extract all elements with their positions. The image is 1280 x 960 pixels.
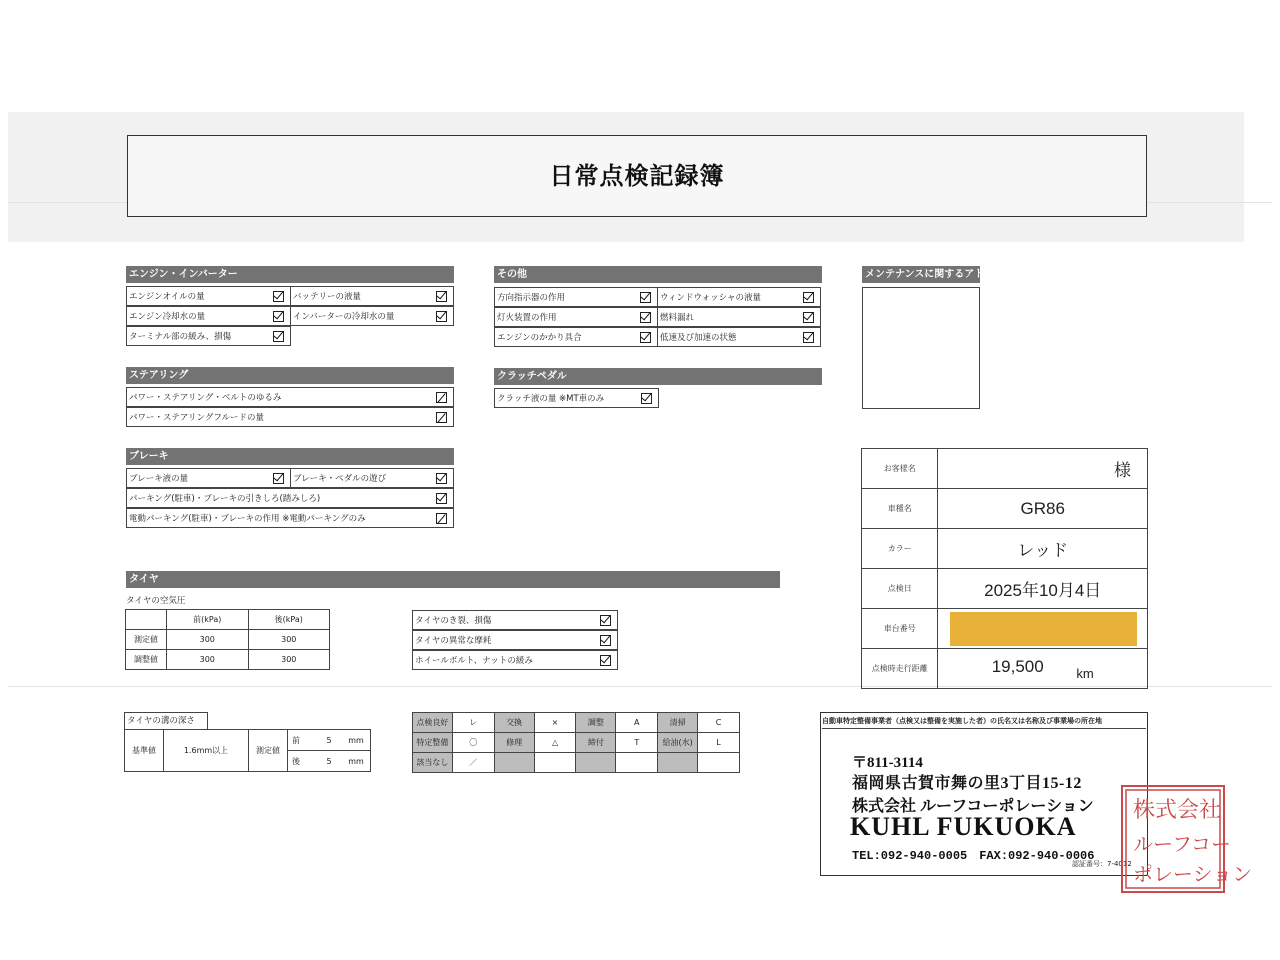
tread-depth-label: タイヤの溝の深さ bbox=[124, 712, 208, 729]
item-label: 燃料漏れ bbox=[660, 313, 695, 323]
row-header: 調整値 bbox=[126, 650, 167, 670]
item-label: ブレーキ・ペダルの遊び bbox=[293, 474, 387, 484]
check-item bbox=[126, 468, 291, 488]
item-label: ターミナル部の緩み、損傷 bbox=[129, 332, 232, 342]
legend-symbol: T bbox=[616, 733, 658, 753]
legend-key: 給油(水) bbox=[658, 733, 698, 753]
brake-section bbox=[126, 448, 454, 465]
legend-symbol: × bbox=[534, 713, 576, 733]
section-header: タイヤ bbox=[126, 571, 780, 588]
info-label: 点検日 bbox=[862, 569, 938, 609]
checkbox[interactable] bbox=[803, 312, 814, 323]
check-item bbox=[494, 287, 658, 307]
corner-cell bbox=[126, 610, 167, 630]
check-item bbox=[126, 286, 291, 306]
checklist-row bbox=[412, 650, 617, 669]
item-label: インバーターの冷却水の量 bbox=[293, 312, 395, 322]
item-label: ホイールボルト、ナットの緩み bbox=[415, 656, 533, 666]
checklist-row bbox=[126, 488, 453, 507]
legend-key: 該当なし bbox=[413, 753, 453, 773]
legend-key: 特定整備 bbox=[413, 733, 453, 753]
checkbox[interactable] bbox=[273, 291, 284, 302]
checkbox[interactable] bbox=[273, 331, 284, 342]
tire-pressure-label: タイヤの空気圧 bbox=[126, 596, 186, 606]
info-label: カラー bbox=[862, 529, 938, 569]
seal-icon bbox=[1123, 787, 1253, 891]
legend-empty bbox=[534, 753, 576, 773]
business-heading: 自動車特定整備事業者（点検又は整備を実施した者）の氏名又は名称及び事業場の所在地 bbox=[822, 717, 1102, 725]
item-label: パーキング(駐車)・ブレーキの引きしろ(踏みしろ) bbox=[129, 494, 321, 504]
info-label: お客様名 bbox=[862, 449, 938, 489]
company-name: 株式会社 ルーフコーポレーション bbox=[852, 798, 1094, 815]
item-label: エンジンオイルの量 bbox=[129, 292, 205, 302]
checkbox[interactable] bbox=[436, 291, 447, 302]
section-header: ブレーキ bbox=[126, 448, 454, 465]
advice-textarea[interactable] bbox=[862, 287, 980, 409]
redaction-block bbox=[950, 612, 1137, 646]
checkbox[interactable] bbox=[273, 311, 284, 322]
legend-empty bbox=[698, 753, 740, 773]
postal-code: 〒811-3114 bbox=[852, 755, 923, 771]
checkbox[interactable] bbox=[641, 393, 652, 404]
steering-section bbox=[126, 367, 454, 384]
brand-name: KUHL FUKUOKA bbox=[850, 812, 1077, 841]
cell-value: 1.6mm以上 bbox=[164, 730, 249, 772]
checklist-row bbox=[126, 387, 453, 406]
cell-value: 300 bbox=[167, 630, 249, 650]
checklist-row bbox=[126, 508, 453, 527]
legend-symbol: C bbox=[698, 713, 740, 733]
checklist-row bbox=[126, 326, 290, 345]
legend-key: 締付 bbox=[576, 733, 616, 753]
svg-text:ポレーション: ポレーション bbox=[1133, 862, 1253, 886]
chassis-number-field[interactable] bbox=[938, 609, 1148, 649]
svg-text:株式会社: 株式会社 bbox=[1133, 798, 1222, 823]
checklist-row bbox=[494, 307, 820, 326]
checkbox[interactable] bbox=[803, 332, 814, 343]
color-field[interactable]: レッド bbox=[938, 529, 1148, 569]
check-item bbox=[412, 650, 618, 670]
check-item bbox=[290, 306, 454, 326]
legend-key: 清掃 bbox=[658, 713, 698, 733]
vehicle-info-table bbox=[861, 448, 1148, 689]
legend-empty bbox=[658, 753, 698, 773]
item-label: 方向指示器の作用 bbox=[497, 293, 566, 303]
tire-section bbox=[126, 571, 780, 588]
legend-table bbox=[412, 712, 740, 773]
checklist-row bbox=[412, 630, 617, 649]
item-label: 低速及び加速の状態 bbox=[660, 333, 737, 343]
checklist-row bbox=[126, 286, 453, 305]
item-label: エンジンのかかり具合 bbox=[497, 333, 582, 343]
checkbox[interactable] bbox=[640, 312, 651, 323]
item-label: 電動パーキング(駐車)・ブレーキの作用 ※電動パーキングのみ bbox=[129, 514, 366, 524]
legend-key: 調整 bbox=[576, 713, 616, 733]
checklist-row bbox=[126, 306, 453, 325]
cell-value: 300 bbox=[248, 630, 330, 650]
checkbox[interactable] bbox=[436, 473, 447, 484]
tire-pressure-table bbox=[125, 609, 330, 670]
legend-key: 交換 bbox=[494, 713, 534, 733]
checkbox[interactable] bbox=[273, 473, 284, 484]
info-label: 点検時走行距離 bbox=[862, 649, 938, 689]
checkbox[interactable] bbox=[600, 615, 611, 626]
item-label: パワー・ステアリング・ベルトのゆるみ bbox=[129, 393, 282, 403]
legend-empty bbox=[616, 753, 658, 773]
checkbox[interactable] bbox=[640, 332, 651, 343]
engine-section bbox=[126, 266, 454, 283]
check-item bbox=[657, 327, 821, 347]
customer-name-field[interactable]: 様 bbox=[938, 449, 1148, 489]
divider bbox=[822, 728, 1146, 729]
checklist-row bbox=[126, 407, 453, 426]
check-item bbox=[126, 407, 454, 427]
company-seal bbox=[1121, 785, 1253, 893]
inspection-date-field[interactable]: 2025年10月4日 bbox=[938, 569, 1148, 609]
checkbox[interactable] bbox=[600, 635, 611, 646]
mileage-field[interactable] bbox=[938, 649, 1148, 689]
info-label: 車種名 bbox=[862, 489, 938, 529]
item-label: ブレーキ液の量 bbox=[129, 474, 189, 484]
check-item bbox=[657, 287, 821, 307]
legend-symbol: A bbox=[616, 713, 658, 733]
rear-depth bbox=[288, 751, 371, 772]
cell-value: 300 bbox=[167, 650, 249, 670]
checkbox[interactable] bbox=[436, 311, 447, 322]
cell-value: 300 bbox=[248, 650, 330, 670]
checklist-row bbox=[494, 327, 820, 346]
legend-symbol: L bbox=[698, 733, 740, 753]
check-item bbox=[126, 488, 454, 508]
svg-text:ルーフコー: ルーフコー bbox=[1133, 832, 1231, 856]
mileage-value: 19,500 bbox=[991, 656, 1044, 676]
checklist-row bbox=[126, 468, 453, 487]
mileage-unit: km bbox=[1076, 665, 1094, 681]
certification-number: 認証番号：7-4012 bbox=[1072, 860, 1132, 868]
item-label: タイヤのき裂、損傷 bbox=[415, 616, 492, 626]
section-header: ステアリング bbox=[126, 367, 454, 384]
front-depth bbox=[288, 730, 371, 751]
row-header: 測定値 bbox=[249, 730, 288, 772]
checkbox[interactable] bbox=[803, 292, 814, 303]
phone-fax: TEL:092-940-0005 FAX:092-940-0006 bbox=[852, 849, 1095, 863]
clutch-section bbox=[494, 368, 822, 385]
info-label: 車台番号 bbox=[862, 609, 938, 649]
row-header: 基準値 bbox=[125, 730, 164, 772]
legend-key: 点検良好 bbox=[413, 713, 453, 733]
check-item bbox=[657, 307, 821, 327]
checklist-row bbox=[412, 610, 617, 629]
item-label: エンジン冷却水の量 bbox=[129, 312, 206, 322]
item-label: クラッチ液の量 ※MT車のみ bbox=[497, 394, 605, 404]
checkbox[interactable] bbox=[436, 493, 447, 504]
check-item bbox=[412, 610, 618, 630]
legend-symbol: レ bbox=[452, 713, 494, 733]
section-header: その他 bbox=[494, 266, 822, 283]
section-header: エンジン・インバーター bbox=[126, 266, 454, 283]
unit: mm bbox=[348, 756, 364, 766]
rear-label: 後 bbox=[292, 756, 300, 766]
legend-symbol: △ bbox=[534, 733, 576, 753]
item-label: バッテリーの液量 bbox=[293, 292, 362, 302]
col-header: 前(kPa) bbox=[167, 610, 249, 630]
checkbox[interactable] bbox=[600, 655, 611, 666]
front-value[interactable]: 5 bbox=[326, 735, 332, 745]
row-header: 測定値 bbox=[126, 630, 167, 650]
check-item bbox=[290, 468, 454, 488]
maintenance-section bbox=[862, 266, 1014, 283]
checkbox[interactable] bbox=[640, 292, 651, 303]
check-item bbox=[290, 286, 454, 306]
checkbox[interactable] bbox=[436, 513, 447, 524]
legend-empty bbox=[494, 753, 534, 773]
legend-symbol: 〇 bbox=[452, 733, 494, 753]
item-label: タイヤの異常な摩耗 bbox=[415, 636, 492, 646]
page-title: 日常点検記録簿 bbox=[549, 162, 725, 190]
title-box bbox=[127, 135, 1147, 217]
check-item bbox=[126, 508, 454, 528]
rear-value[interactable]: 5 bbox=[326, 756, 332, 766]
checkbox[interactable] bbox=[436, 412, 447, 423]
item-label: ウィンドウォッシャの液量 bbox=[660, 293, 761, 303]
item-label: パワー・ステアリングフルードの量 bbox=[129, 413, 264, 423]
checklist-row bbox=[494, 287, 820, 306]
tread-depth-table bbox=[124, 729, 371, 772]
col-header: 後(kPa) bbox=[248, 610, 330, 630]
section-header: クラッチペダル bbox=[494, 368, 822, 385]
address: 福岡県古賀市舞の里3丁目15-12 bbox=[852, 775, 1082, 792]
unit: mm bbox=[348, 735, 364, 745]
front-label: 前 bbox=[292, 735, 300, 745]
checkbox[interactable] bbox=[436, 392, 447, 403]
legend-empty bbox=[576, 753, 616, 773]
check-item bbox=[494, 388, 659, 408]
legend-symbol: ／ bbox=[452, 753, 494, 773]
item-label: 灯火装置の作用 bbox=[497, 313, 557, 323]
check-item bbox=[126, 306, 291, 326]
legend-key: 修理 bbox=[494, 733, 534, 753]
section-header: メンテナンスに関するアドバイス bbox=[862, 266, 980, 283]
check-item bbox=[494, 327, 658, 347]
check-item bbox=[412, 630, 618, 650]
check-item bbox=[126, 326, 291, 346]
check-item bbox=[494, 307, 658, 327]
model-field[interactable]: GR86 bbox=[938, 489, 1148, 529]
other-section bbox=[494, 266, 822, 283]
check-item bbox=[126, 387, 454, 407]
checklist-row bbox=[494, 388, 658, 407]
